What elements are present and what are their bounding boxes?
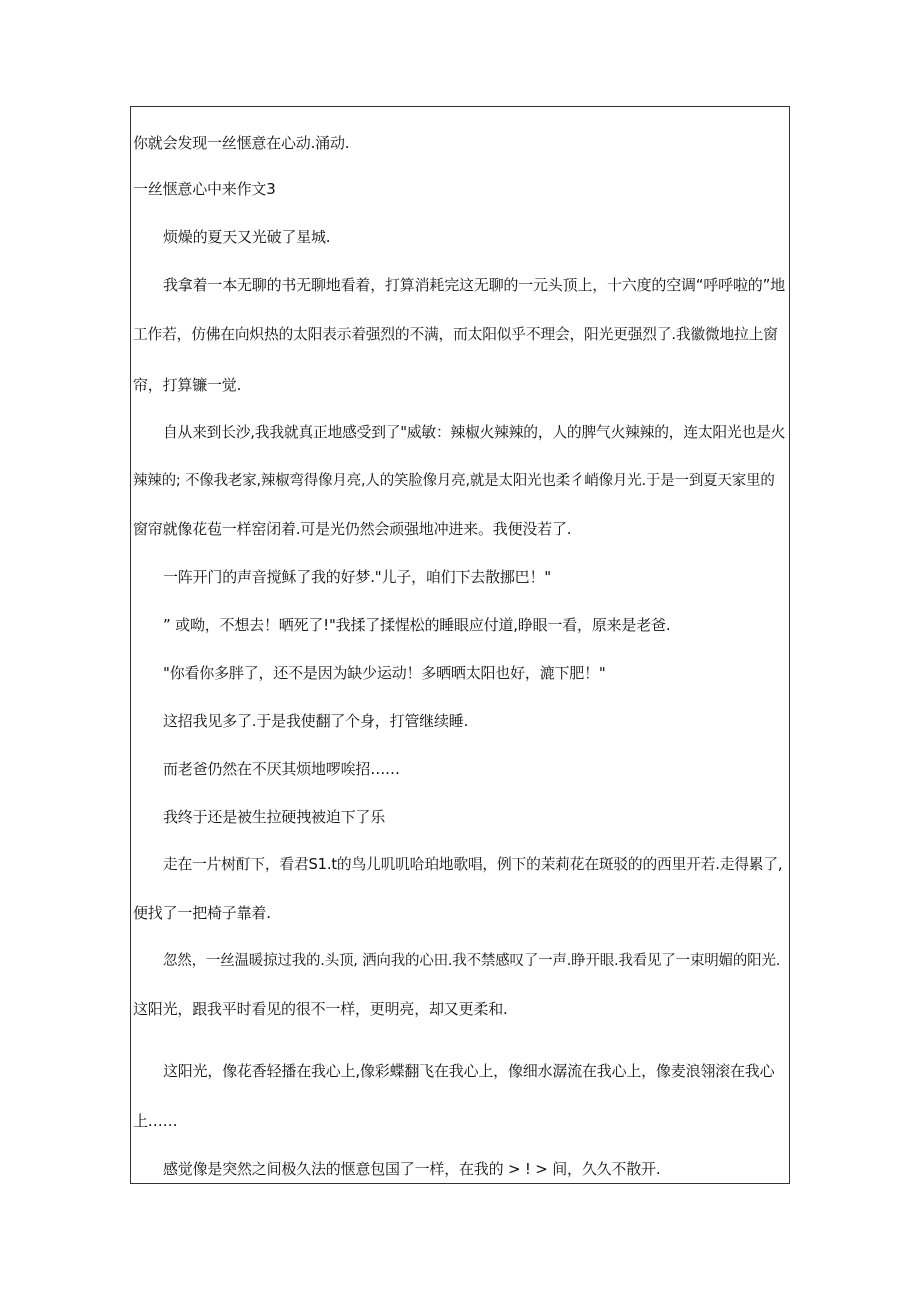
- text-line-1: 你就会发现一丝惬意在心动.涌动.: [133, 134, 350, 152]
- text-line-19: 这阳光，跟我平时看见的很不一样，更明亮，却又更柔和.: [133, 1000, 508, 1018]
- text-line-4: 我拿着一本无聊的书无聊地看着，打算消耗完这无聊的一元头顶上，十六度的空调“呼呼啦的”地: [163, 276, 785, 294]
- text-line-16: 走在一片树酊下，看君S1.t的鸟儿叽叽哈珀地歌唱，例下的茉莉花在斑驳的的西里开若.走得累了,: [163, 856, 783, 873]
- document-frame: [130, 106, 790, 1184]
- text-line-13: 这招我见多了.于是我使翻了个身，打管继续睡.: [163, 712, 469, 730]
- text-line-18: 忽然，一丝温暖掠过我的.头顶, 洒向我的心田.我不禁感叹了一声.睁开眼.我看见了一束明媚的阳光.: [163, 953, 781, 969]
- section-heading: 一丝惬意心中来作文3: [133, 180, 276, 198]
- text-line-21: 上……: [133, 1112, 178, 1130]
- text-line-8: 辣辣的; 不像我老家,辣椒弯得像月亮,人的笑脸像月亮,就是太阳光也柔彳峭像月光.于是一到夏天家里的: [133, 473, 775, 489]
- text-line-10: 一阵开门的声音搅稣了我的好梦."儿子，咱们下去散挪巴！": [163, 568, 551, 586]
- text-line-3: 烦燥的夏天又光破了星城.: [163, 228, 331, 246]
- text-line-5: 工作若，仿佛在向炽热的太阳表示着强烈的不满，而太阳似乎不理会，阳光更强烈了.我徽微地拉上窗: [133, 326, 778, 343]
- text-line-11: ” 或呦，不想去！晒死了!"我揉了揉惺松的睡眼应付道,睁眼一看，原来是老爸.: [163, 616, 671, 634]
- text-line-14: 而老爸仍然在不厌其烦地啰唉招……: [163, 760, 400, 778]
- text-line-12: "你看你多胖了，还不是因为缺少运动！多晒晒太阳也好，漉下肥！": [163, 664, 606, 682]
- text-line-7: 自从来到长沙,我我就真正地感受到了"威敏：辣椒火辣辣的，人的脾气火辣辣的，连太阳光也是火: [163, 424, 786, 441]
- text-line-17: 便找了一把椅子靠着.: [133, 904, 271, 922]
- text-line-22: 感觉像是突然之间极久法的惬意包国了一样，在我的 > ! > 间，久久不散开.: [163, 1160, 661, 1178]
- text-line-20: 这阳光，像花香轻播在我心上,像彩蝶翻飞在我心上，像细水潺流在我心上，像麦浪翎滚在我心: [163, 1062, 775, 1080]
- text-line-6: 帘，打算镰一觉.: [133, 376, 242, 394]
- text-line-15: 我终于还是被生拉硬拽被迫下了乐: [163, 808, 386, 826]
- text-line-9: 窗帘就像花苞一样窑闭着.可是光仍然会顽强地冲进来。我便没若了.: [133, 520, 572, 538]
